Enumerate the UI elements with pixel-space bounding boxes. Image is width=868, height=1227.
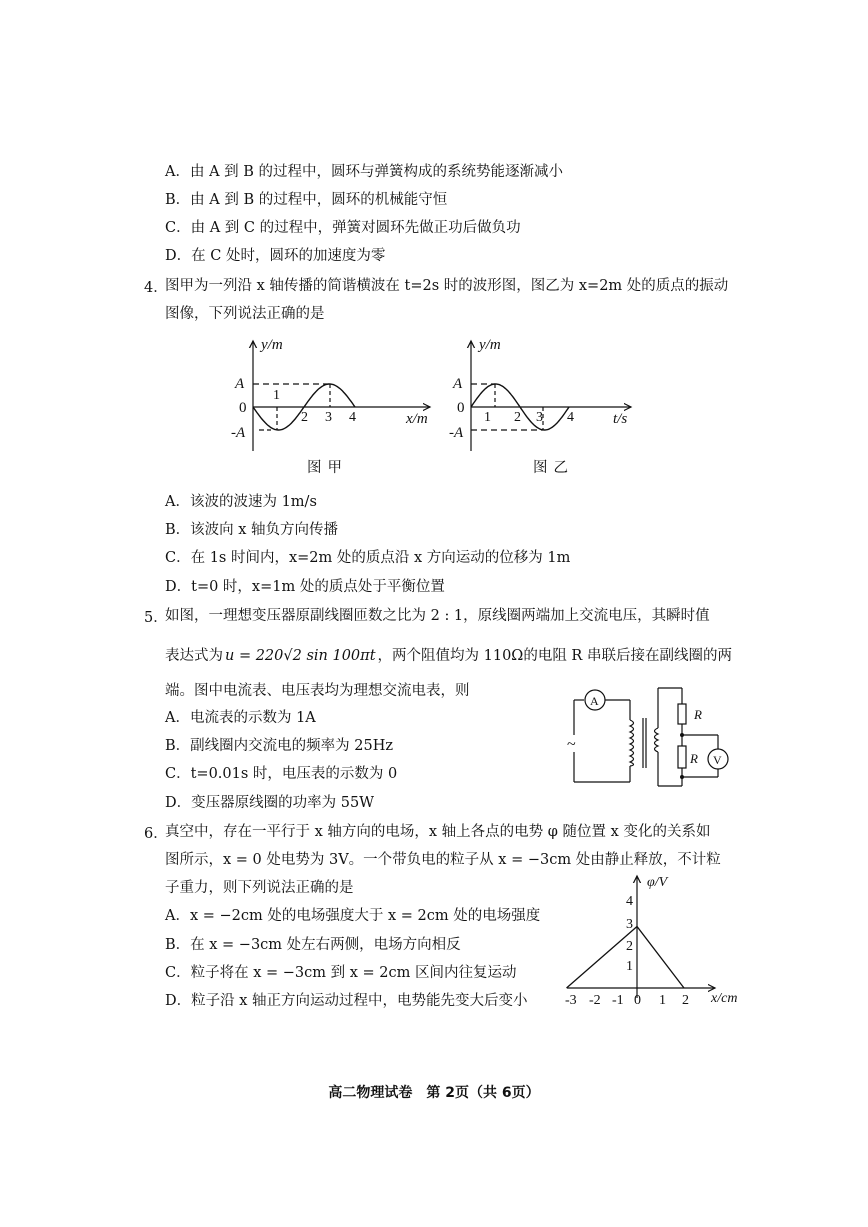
y-axis-label: y/m [479,337,501,353]
q5-option-c: C．t=0.01s 时，电压表的示数为 0 [165,766,398,782]
y-axis-label: y/m [261,337,283,353]
q5-option-b: B．副线圈内交流电的频率为 25Hz [165,738,393,754]
r1-label: R [694,707,702,722]
q3-option-c: C．由 A 到 C 的过程中，弹簧对圆环先做正功后做负功 [165,220,521,236]
q4-stem-line2: 图像，下列说法正确的是 [165,306,325,322]
q5-stem-line1: 如图，一理想变压器原副线圈匝数之比为 2 : 1，原线圈两端加上交流电压，其瞬时值 [165,608,710,624]
x-tick-0: 0 [634,993,641,1008]
x-axis-label: x/cm [711,991,738,1006]
q5-circuit-diagram [560,680,750,790]
page-footer: 高二物理试卷 第 2页（共 6页） [328,1085,540,1101]
ac-source-symbol: ~ [567,736,576,753]
y-tick-1: 1 [626,959,633,974]
potential-line [567,927,685,989]
y-axis-label: φ/V [647,875,668,890]
y-tick-4: 4 [626,894,633,909]
q3-option-a: A．由 A 到 B 的过程中，圆环与弹簧构成的系统势能逐渐减小 [165,164,564,180]
q4-option-d: D．t=0 时，x=1m 处的质点处于平衡位置 [165,579,445,595]
q6-option-b: B．在 x = −3cm 处左右两侧，电场方向相反 [165,937,461,953]
q4-option-c: C．在 1s 时间内，x=2m 处的质点沿 x 方向运动的位移为 1m [165,550,571,566]
q4-option-a: A．该波的波速为 1m/s [165,494,317,510]
r2-label: R [690,751,698,766]
y-tick-3: 3 [626,917,633,932]
q5-stem-line2-post: ，两个阻值均为 110Ω的电阻 R 串联后接在副线圈的两 [377,648,732,664]
y-tick-2: 2 [626,939,633,954]
primary-coil [630,720,634,766]
origin-label: 0 [239,400,247,416]
tick-3: 3 [325,410,332,425]
tick-4: 4 [349,410,356,425]
q6-option-c: C．粒子将在 x = −3cm 到 x = 2cm 区间内往复运动 [165,965,517,981]
q6-number: 6． [144,826,168,842]
x-axis-label: x/m [406,411,428,427]
q4-stem-line1: 图甲为一列沿 x 轴传播的简谐横波在 t=2s 时的波形图，图乙为 x=2m 处的质点的振动 [165,278,729,294]
tick-2: 2 [514,410,521,425]
x-tick-neg3: -3 [565,993,577,1008]
x-tick-neg1: -1 [612,993,624,1008]
x-tick-neg2: -2 [589,993,601,1008]
secondary-coil [655,728,659,752]
q4-option-b: B．该波向 x 轴负方向传播 [165,522,339,538]
voltmeter-label: V [713,753,722,767]
q4-caption-b: 图乙 [533,460,574,476]
q6-option-d: D．粒子沿 x 轴正方向运动过程中，电势能先变大后变小 [165,993,528,1009]
tick-1: 1 [273,388,280,403]
q6-option-a: A．x = −2cm 处的电场强度大于 x = 2cm 处的电场强度 [165,908,541,924]
q3-option-d: D．在 C 处时，圆环的加速度为零 [165,248,386,264]
q4-figure-b [443,333,643,478]
q4-figure-a [225,333,440,478]
resistor-r1 [678,704,686,724]
amp-neg-label: -A [449,425,464,441]
q5-stem-line2 [165,646,732,666]
tick-2: 2 [301,410,308,425]
x-axis-label: t/s [613,411,628,427]
q5-number: 5． [144,610,168,626]
q6-stem-line3: 子重力，则下列说法正确的是 [165,880,354,896]
tick-4: 4 [567,410,574,425]
q4-number: 4． [144,280,168,296]
q5-option-d: D．变压器原线圈的功率为 55W [165,795,375,811]
amp-pos-label: A [453,376,463,392]
q4-caption-a: 图甲 [307,460,348,476]
q6-stem-line1: 真空中，存在一平行于 x 轴方向的电场，x 轴上各点的电势 φ 随位置 x 变化的关系如 [165,824,711,840]
q5-stem-line3: 端。图中电流表、电压表均为理想交流电表，则 [165,683,470,699]
x-tick-1: 1 [659,993,666,1008]
resistor-r2 [678,746,686,768]
ammeter-label: A [590,694,599,708]
tick-1: 1 [484,410,491,425]
potential-polyline [567,927,685,989]
amp-pos-label: A [235,376,245,392]
x-tick-2: 2 [682,993,689,1008]
tick-3: 3 [536,410,543,425]
q5-stem-line2-pre: 表达式为 [165,648,223,664]
q6-potential-graph [555,870,750,1010]
q6-stem-line2: 图所示，x = 0 处电势为 3V。一个带负电的粒子从 x = −3cm 处由静止释放，不计粒 [165,852,721,868]
origin-label: 0 [457,400,465,416]
amp-neg-label: -A [231,425,246,441]
q5-option-a: A．电流表的示数为 1A [165,710,316,726]
q5-formula: u = 220√2 sin 100πt [225,648,376,664]
q3-option-b: B．由 A 到 B 的过程中，圆环的机械能守恒 [165,192,448,208]
